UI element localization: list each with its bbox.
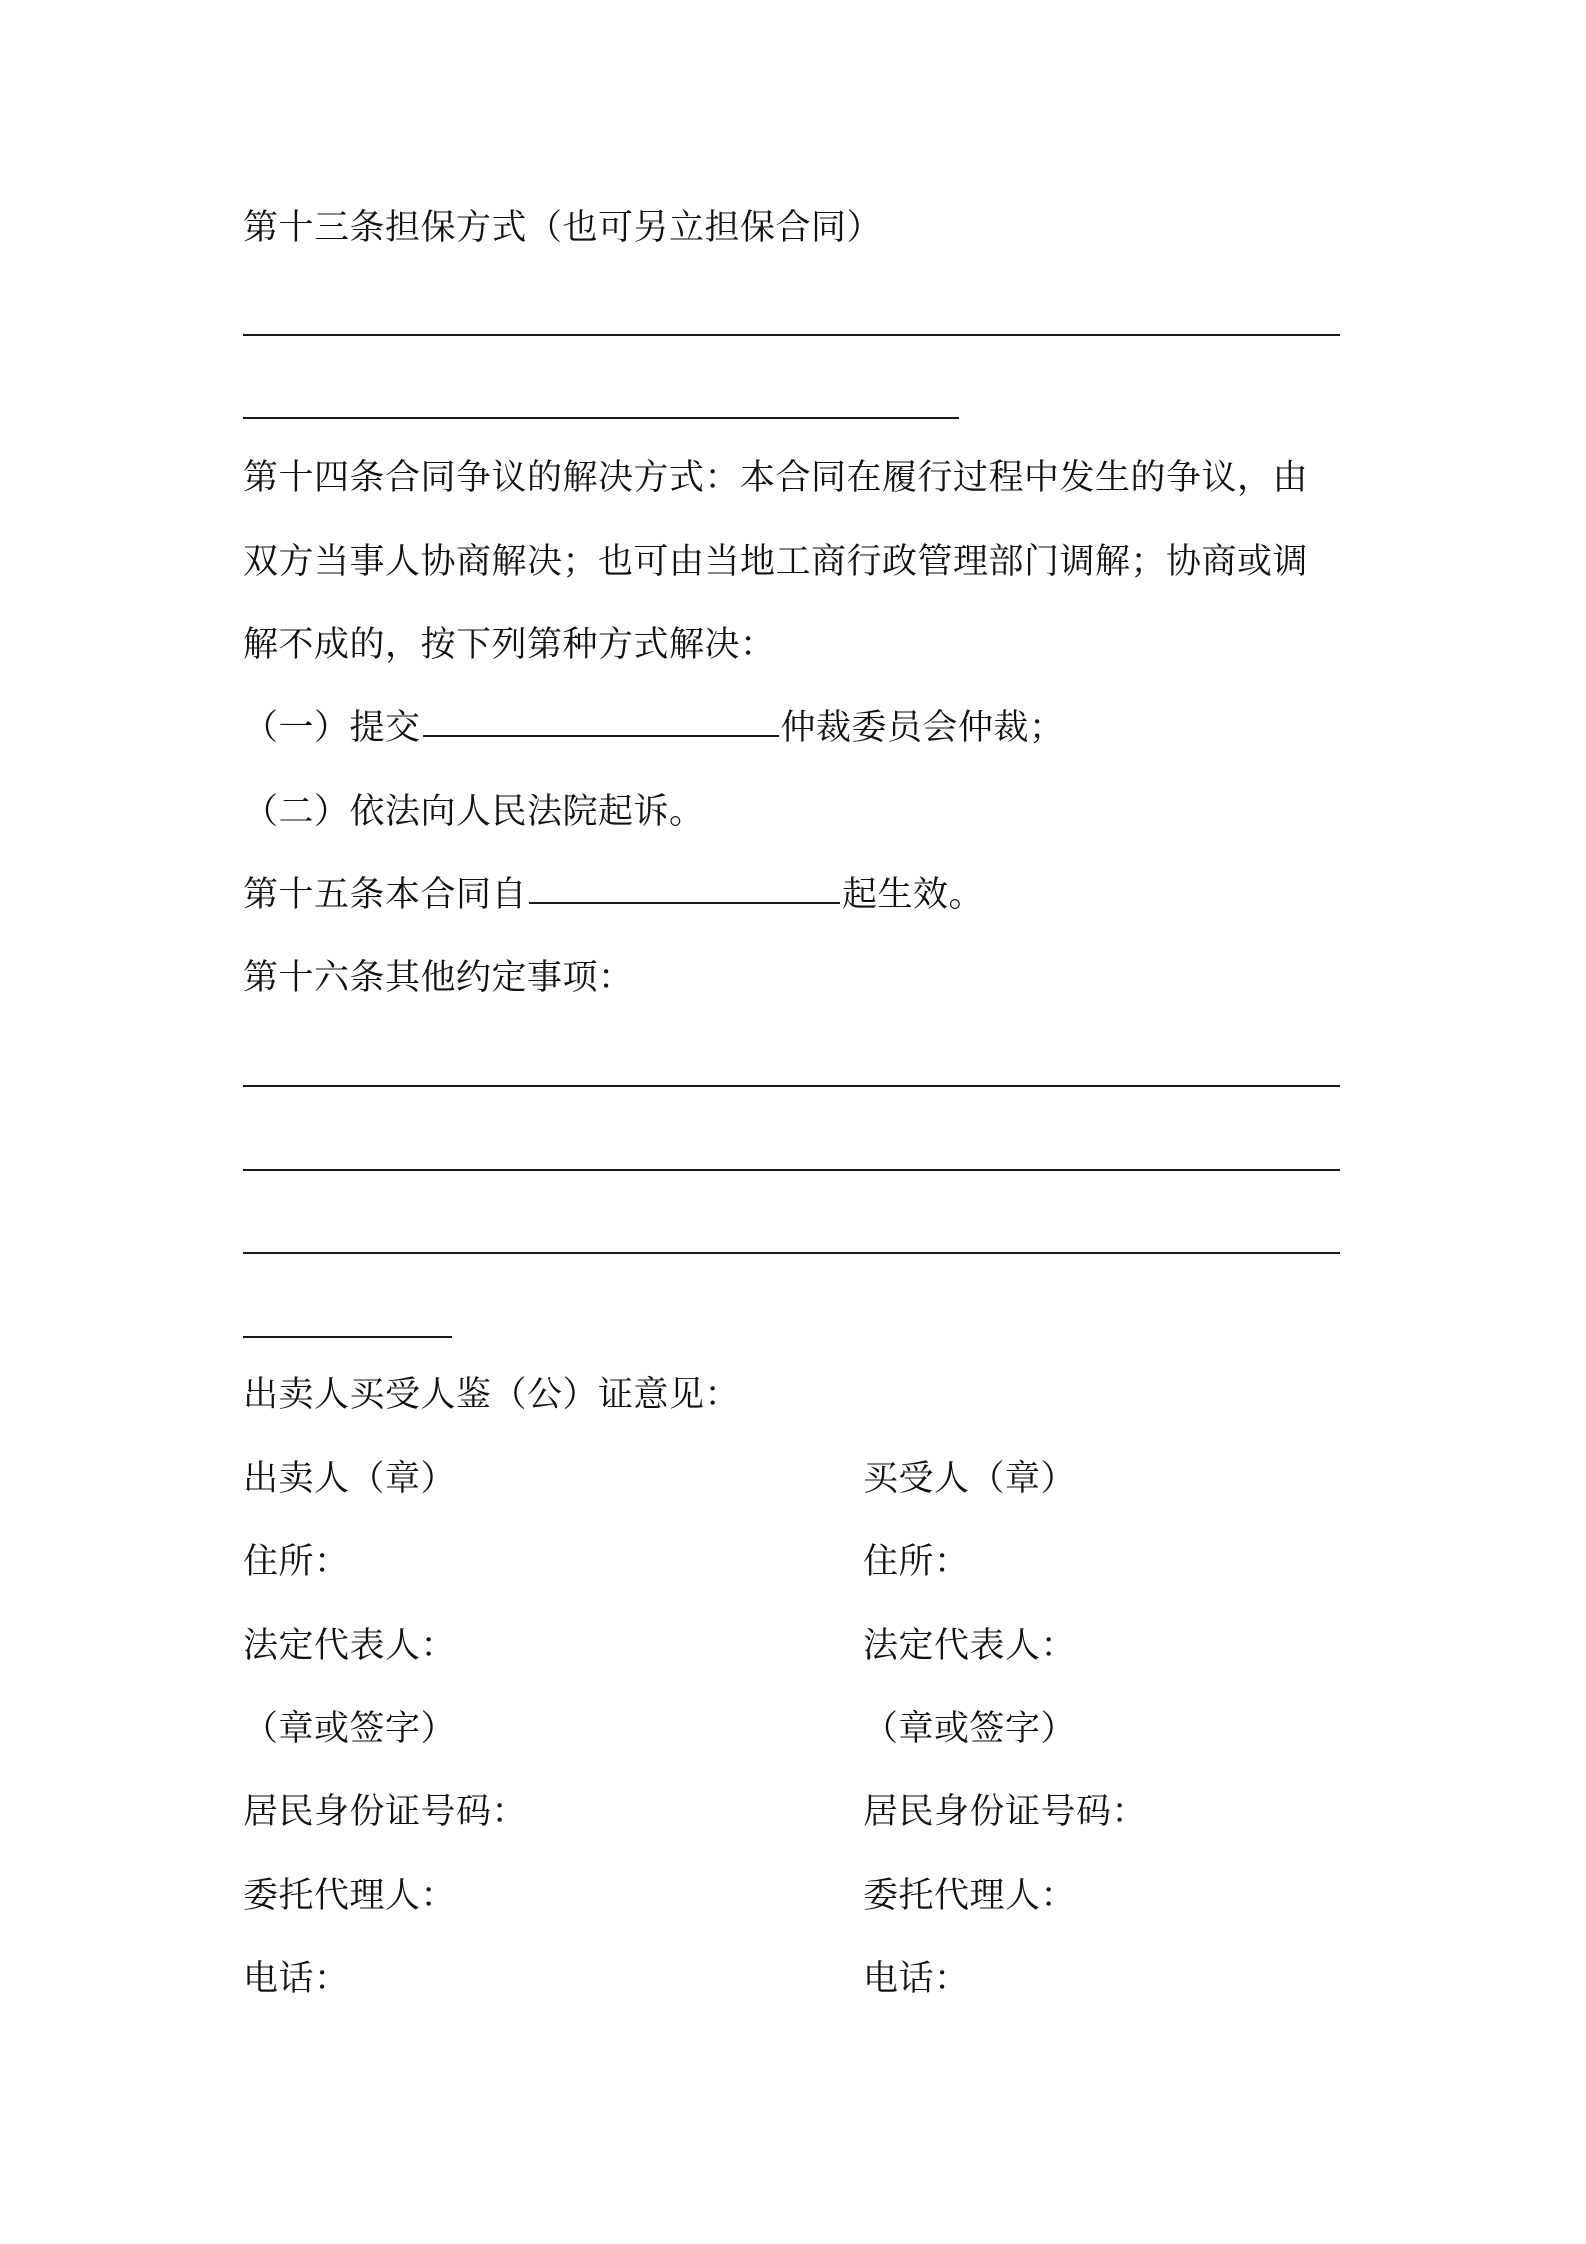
- clause-16-title: 第十六条其他约定事项：: [243, 958, 634, 998]
- effective-date-blank: [529, 901, 840, 904]
- seller-phone: 电话：: [243, 1959, 350, 1999]
- blank-line: [243, 1336, 452, 1338]
- option-1-prefix: （一）提交: [243, 708, 421, 748]
- clause-13-title: 第十三条担保方式（也可另立担保合同）: [243, 208, 883, 248]
- signature-header: 出卖人买受人鉴（公）证意见：: [243, 1375, 741, 1415]
- blank-line: [243, 334, 1340, 336]
- blank-line: [243, 1085, 1340, 1087]
- clause-15: [243, 873, 984, 917]
- clause-14-option-1: [243, 706, 1065, 750]
- seller-agent: 委托代理人：: [243, 1876, 457, 1916]
- buyer-party: 买受人（章）: [863, 1459, 1077, 1499]
- clause-15-suffix: 起生效。: [842, 875, 985, 915]
- seller-legal-rep: 法定代表人：: [243, 1626, 457, 1666]
- buyer-address: 住所：: [863, 1542, 970, 1582]
- buyer-legal-rep: 法定代表人：: [863, 1626, 1077, 1666]
- seller-seal: （章或签字）: [243, 1709, 457, 1749]
- buyer-phone: 电话：: [863, 1959, 970, 1999]
- blank-line: [243, 1169, 1340, 1171]
- clause-14-line-1: 第十四条合同争议的解决方式：本合同在履行过程中发生的争议，由: [243, 458, 1309, 498]
- buyer-seal: （章或签字）: [863, 1709, 1077, 1749]
- blank-line: [243, 417, 959, 419]
- clause-15-prefix: 第十五条本合同自: [243, 875, 528, 915]
- seller-party: 出卖人（章）: [243, 1459, 457, 1499]
- blank-line: [243, 1252, 1340, 1254]
- clause-14-option-2: （二）依法向人民法院起诉。: [243, 792, 705, 832]
- clause-14-line-2: 双方当事人协商解决；也可由当地工商行政管理部门调解；协商或调: [243, 542, 1309, 582]
- clause-14-line-3: 解不成的，按下列第种方式解决：: [243, 625, 776, 665]
- buyer-id-number: 居民身份证号码：: [863, 1792, 1148, 1832]
- arbitration-blank: [423, 734, 779, 737]
- option-1-suffix: 仲裁委员会仲裁；: [780, 708, 1065, 748]
- seller-address: 住所：: [243, 1542, 350, 1582]
- seller-id-number: 居民身份证号码：: [243, 1792, 528, 1832]
- buyer-agent: 委托代理人：: [863, 1876, 1077, 1916]
